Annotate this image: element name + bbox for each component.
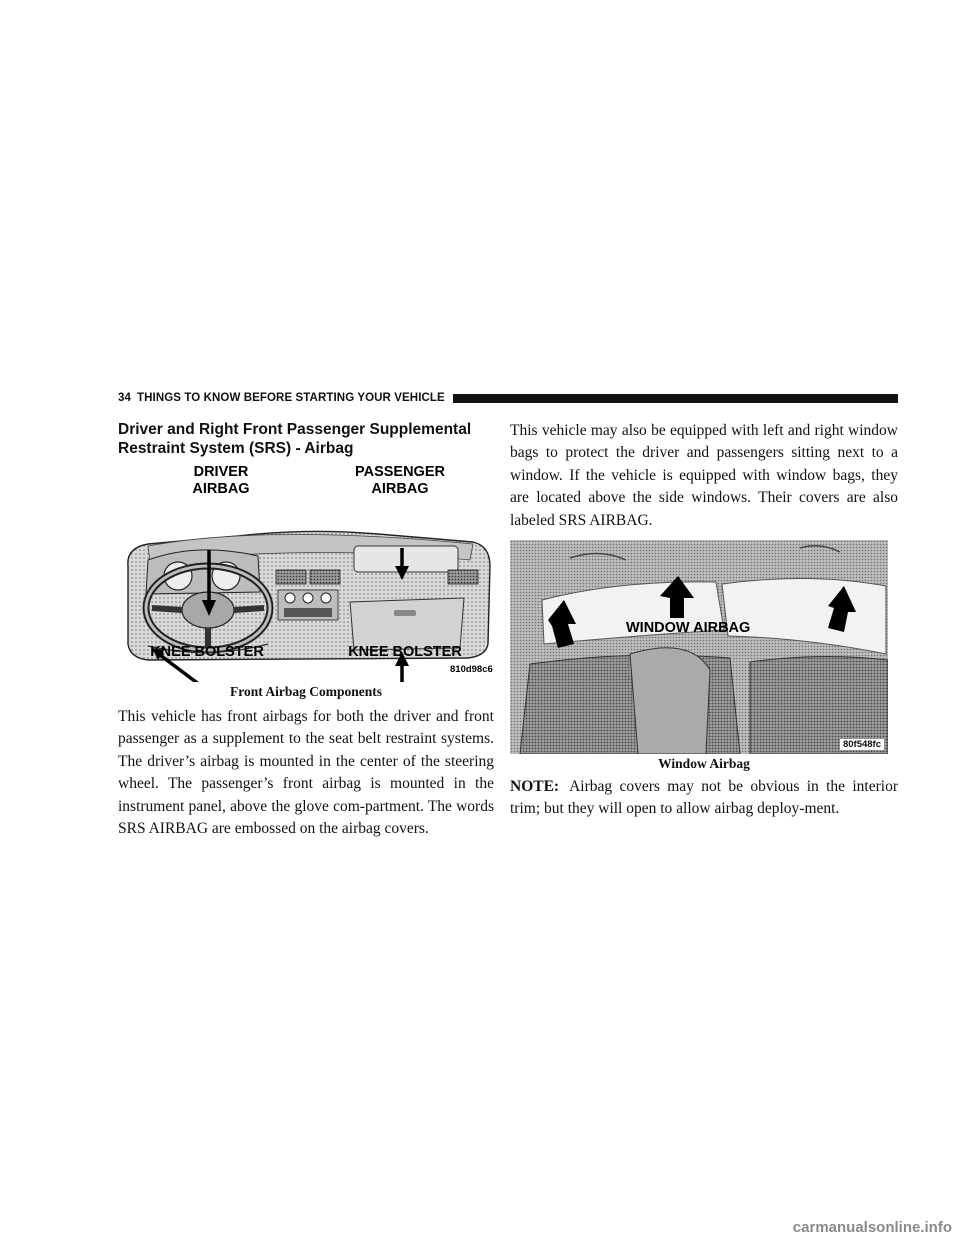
note-text: Airbag covers may not be obvious in the interior trim; but they will open to allow airbag deploy-ment. [510,778,898,818]
driver-airbag-callout: DRIVER AIRBAG [192,464,250,497]
running-title: THINGS TO KNOW BEFORE STARTING YOUR VEHICLE [137,392,445,404]
watermark: carmanualsonline.info [792,1219,952,1236]
note-paragraph [510,776,898,821]
left-column [118,420,494,840]
front-airbag-figure [118,464,494,682]
front-airbag-paragraph: This vehicle has front airbags for both the driver and front passenger as a supplement to the seat belt restraint systems. The driver’s airbag is mounted in the center of the steering wheel. The passenger’s front airbag is mounted in the instrument panel, above the glove com-partment. The words SRS AIRBAG are embossed on the airbag covers. [118,708,494,838]
figure-code: 80f548fc [840,739,884,750]
window-bag-paragraph: This vehicle may also be equipped with left and right window bags to protect the driver and passengers sitting next to a window. If the vehicle is equipped with window bags, they are located above the side windows. Their covers are also labeled SRS AIRBAG. [510,422,898,529]
running-header [118,390,898,406]
window-airbag-callout: WINDOW AIRBAG [626,620,751,637]
vehicle-interior-illustration [510,540,888,754]
header-rule [453,394,898,403]
window-airbag-figure [510,540,888,754]
figure-caption: Window Airbag [658,756,750,772]
passenger-airbag-callout: PASSENGER AIRBAG [355,464,445,497]
right-column [510,420,898,821]
knee-bolster-right-callout: KNEE BOLSTER [348,644,462,660]
section-heading: Driver and Right Front Passenger Supplemental Restraint System (SRS) - Airbag [118,421,472,457]
note-label: NOTE: [510,778,560,796]
figure-code: 810d98c6 [450,664,493,675]
figure-caption: Front Airbag Components [229,684,382,699]
page-number: 34 [118,392,131,404]
knee-bolster-left-callout: KNEE BOLSTER [150,644,264,660]
